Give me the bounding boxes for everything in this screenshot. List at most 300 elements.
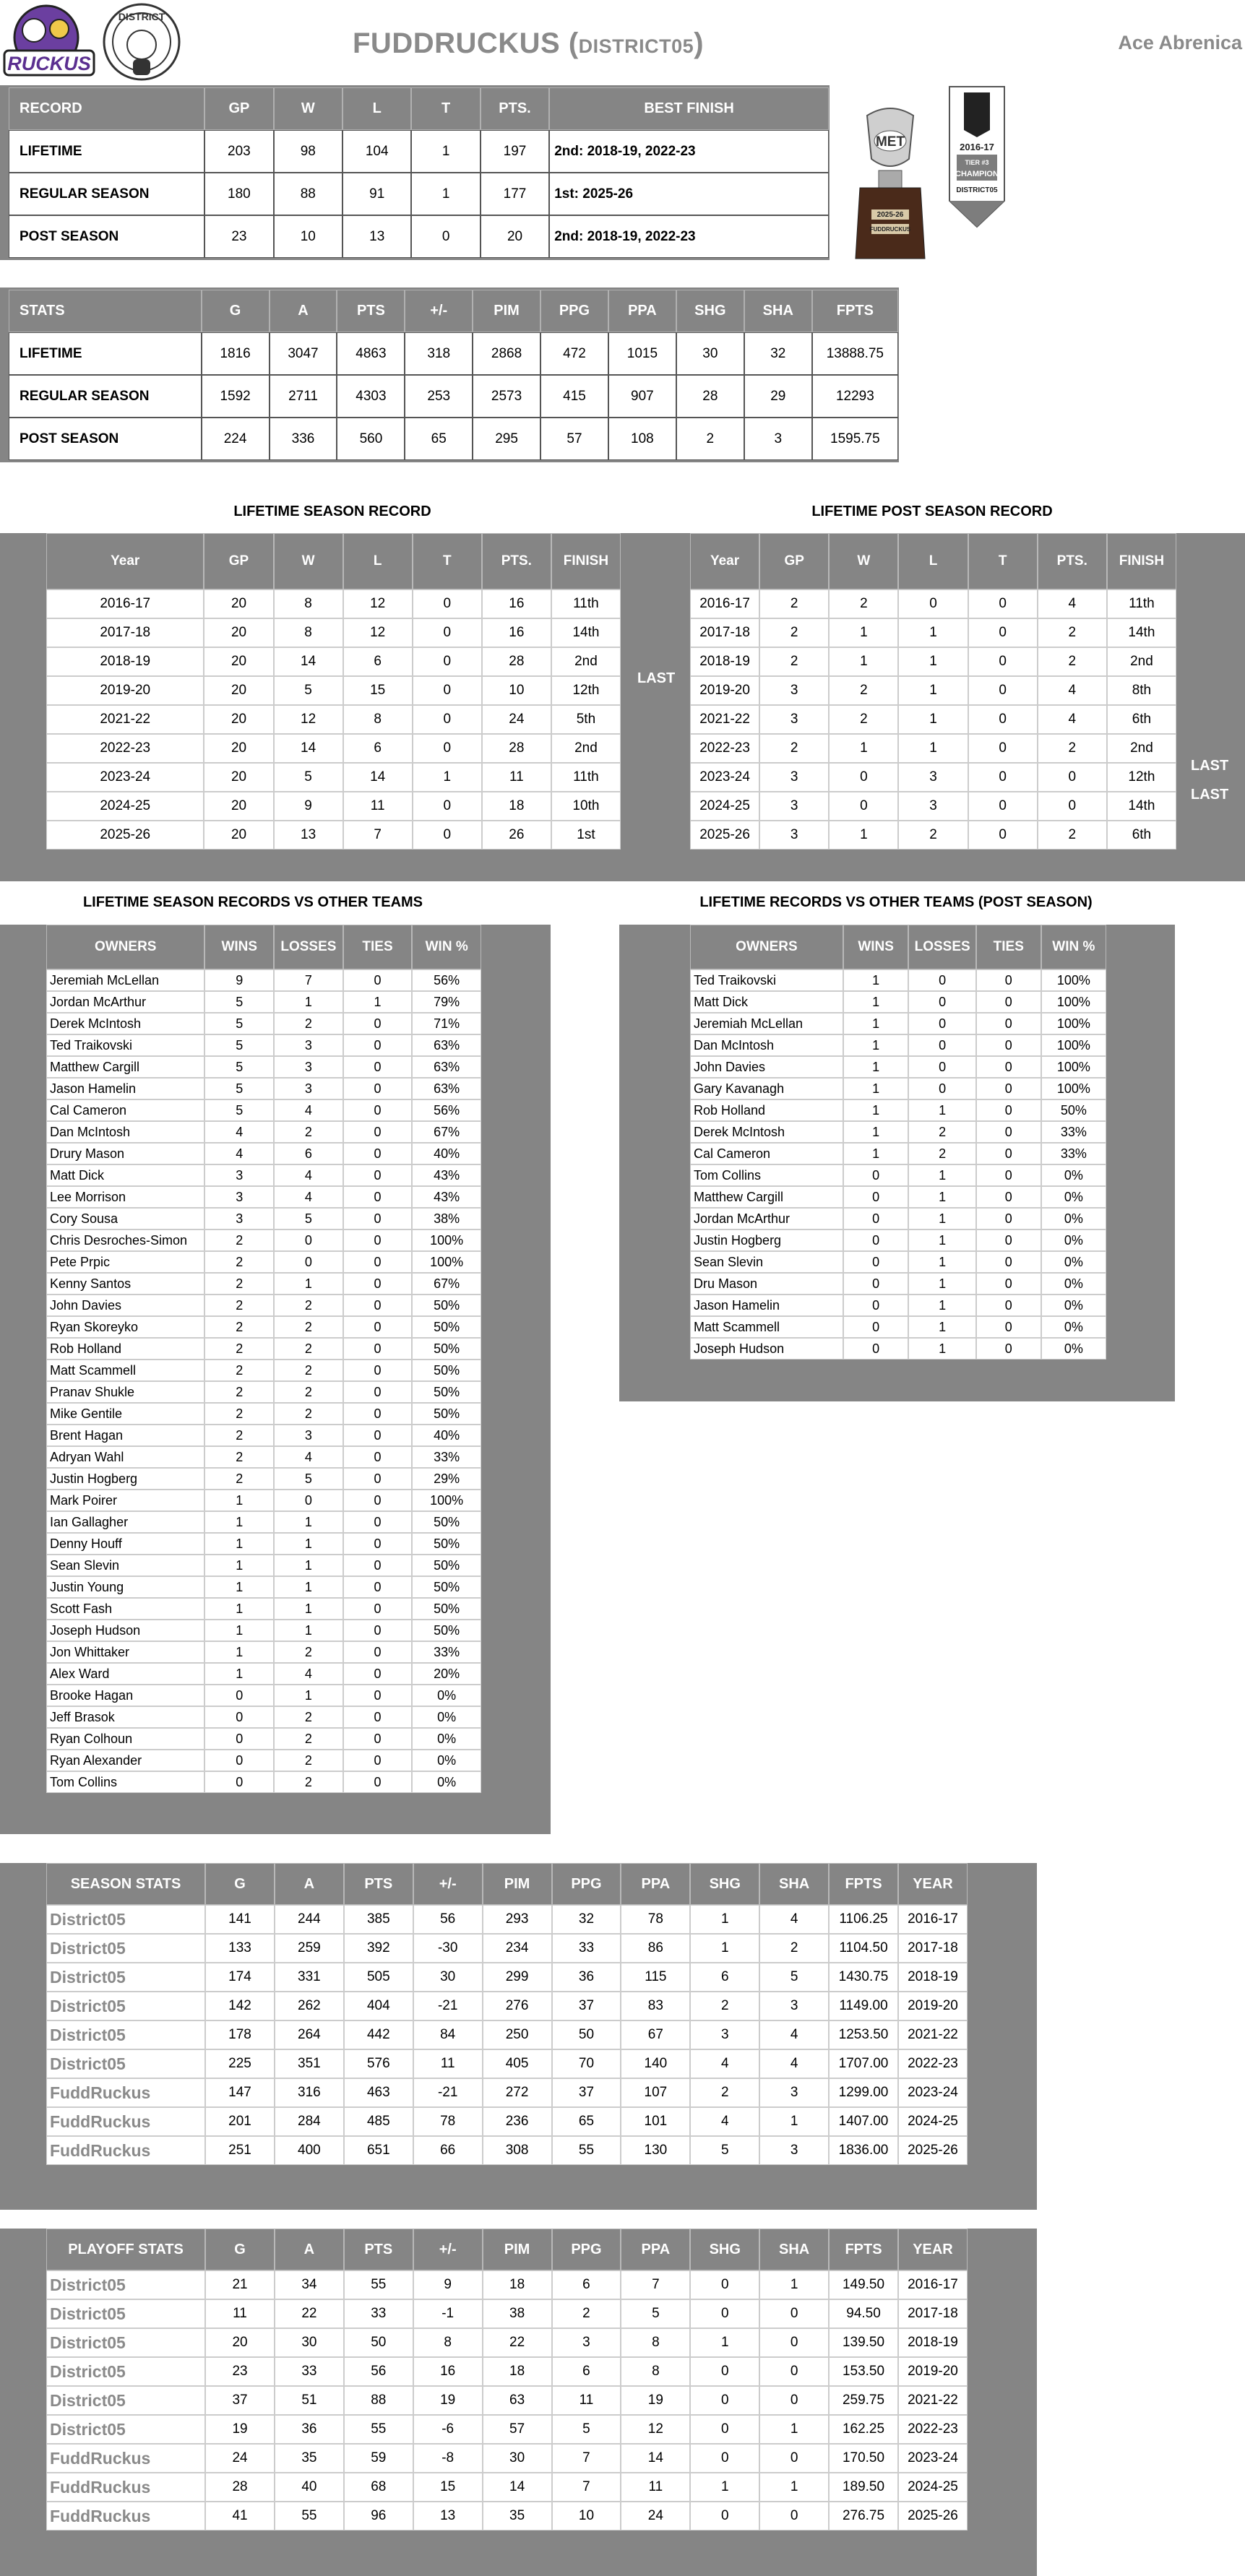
table-cell: 405 [483, 2049, 552, 2078]
table-row [46, 1164, 481, 1186]
table-cell: 3 [204, 1164, 274, 1186]
column-header: BEST FINISH [549, 87, 829, 130]
table-cell: 0 [843, 1229, 909, 1251]
table-cell: 0% [1041, 1164, 1106, 1186]
table-row [46, 1641, 481, 1663]
table-cell: 1 [908, 1208, 975, 1229]
table-cell: 1 [759, 2107, 829, 2136]
table-cell: Joseph Hudson [690, 1338, 843, 1360]
table-cell: 50% [412, 1533, 481, 1555]
table-cell: 485 [344, 2107, 413, 2136]
table-cell: Brooke Hagan [46, 1685, 204, 1706]
table-cell: 1 [411, 173, 480, 215]
table-cell: District05 [46, 2299, 205, 2328]
table-cell: 560 [337, 418, 405, 460]
header-row [9, 87, 829, 130]
table-cell: 1 [690, 2328, 759, 2357]
table-cell: 2 [690, 1992, 759, 2020]
table-row [46, 2357, 968, 2386]
column-header: G [202, 290, 270, 332]
table-cell: 78 [621, 1905, 690, 1934]
table-cell: 400 [275, 2136, 344, 2165]
table-cell: REGULAR SEASON [9, 173, 204, 215]
table-cell: 35 [483, 2502, 552, 2530]
table-cell: 9 [274, 792, 343, 821]
table-cell: 0 [976, 1295, 1041, 1316]
column-header: T [411, 87, 480, 130]
table-cell: 33 [275, 2357, 344, 2386]
table-row [690, 821, 1176, 850]
column-header: PPG [552, 1863, 621, 1905]
table-cell: 2018-19 [46, 647, 204, 676]
table-cell: 20 [204, 589, 273, 618]
table-cell: 50% [412, 1360, 481, 1381]
table-row [690, 618, 1176, 647]
table-cell: 7 [343, 821, 413, 850]
table-row [46, 676, 621, 705]
table-cell: 1 [843, 969, 909, 991]
table-cell: 20 [204, 821, 273, 850]
table-cell: 55 [275, 2502, 344, 2530]
table-cell: 2nd [551, 734, 621, 763]
table-row [46, 1229, 481, 1251]
table-row [46, 2020, 968, 2049]
column-header: PPG [552, 2229, 621, 2270]
table-cell: 9 [204, 969, 274, 991]
table-row [46, 2444, 968, 2473]
table-cell: 0 [343, 1446, 413, 1468]
table-row [46, 792, 621, 821]
table-cell: Tom Collins [690, 1164, 843, 1186]
table-cell: Cal Cameron [690, 1143, 843, 1164]
table-cell: Matthew Cargill [690, 1186, 843, 1208]
table-cell: 2 [829, 589, 898, 618]
table-cell: Jason Hamelin [690, 1295, 843, 1316]
table-cell: 1 [204, 1533, 274, 1555]
table-cell: 1 [908, 1186, 975, 1208]
column-header: GP [204, 87, 273, 130]
table-cell: 50% [412, 1598, 481, 1620]
table-cell: 1 [829, 821, 898, 850]
column-header: L [898, 533, 968, 589]
table-cell: 2 [204, 1425, 274, 1446]
table-cell: 284 [275, 2107, 344, 2136]
table-cell: 10 [274, 215, 343, 258]
table-cell: 11th [551, 589, 621, 618]
table-cell: 4 [274, 1186, 343, 1208]
table-cell: 244 [275, 1905, 344, 1934]
table-cell: 4 [1038, 589, 1107, 618]
column-header: PPA [608, 290, 676, 332]
table-cell: 1015 [608, 332, 676, 375]
table-cell: 0 [343, 1121, 413, 1143]
table-cell: 57 [540, 418, 608, 460]
table-cell: 6 [274, 1143, 343, 1164]
table-cell: 1 [843, 1143, 909, 1164]
table-cell: 0 [343, 1273, 413, 1295]
table-cell: 5 [690, 2136, 759, 2165]
table-row [46, 1143, 481, 1164]
table-cell: 197 [481, 130, 549, 173]
table-cell: 1 [843, 991, 909, 1013]
table-cell: 0 [204, 1706, 274, 1728]
table-cell: 0 [343, 1078, 413, 1099]
table-row [46, 705, 621, 734]
table-row [46, 2473, 968, 2502]
table-row [9, 418, 898, 460]
table-cell: 98 [274, 130, 343, 173]
table-cell: 2 [898, 821, 968, 850]
table-cell: 11th [1107, 589, 1176, 618]
table-cell: -6 [413, 2415, 483, 2444]
table-cell: 0 [413, 676, 482, 705]
column-header: Year [46, 533, 204, 589]
table-cell: 0 [843, 1338, 909, 1360]
column-header: FPTS [829, 1863, 898, 1905]
table-cell: 3 [759, 2136, 829, 2165]
table-cell: 4 [759, 2049, 829, 2078]
table-cell: 0 [413, 647, 482, 676]
table-cell: 2 [690, 2078, 759, 2107]
table-cell: 5th [551, 705, 621, 734]
table-row [46, 618, 621, 647]
table-cell: 130 [621, 2136, 690, 2165]
table-cell: 37 [205, 2386, 275, 2415]
table-cell: 50% [412, 1295, 481, 1316]
table-cell: 0 [968, 589, 1038, 618]
table-cell: 36 [552, 1963, 621, 1992]
table-cell: 162.25 [829, 2415, 898, 2444]
table-cell: 16 [482, 618, 551, 647]
table-cell: 2 [1038, 647, 1107, 676]
table-cell: 5 [204, 1034, 274, 1056]
table-cell: 16 [413, 2357, 483, 2386]
table-cell: 19 [413, 2386, 483, 2415]
table-cell: 8 [621, 2357, 690, 2386]
table-cell: 0 [343, 1013, 413, 1034]
table-cell: 2 [759, 618, 829, 647]
table-cell: 2017-18 [690, 618, 759, 647]
table-cell: 14 [274, 647, 343, 676]
table-cell: 4303 [337, 375, 405, 418]
table-cell: 0% [412, 1771, 481, 1793]
table-cell: 63% [412, 1056, 481, 1078]
table-cell: 100% [412, 1251, 481, 1273]
table-cell: 0 [908, 1013, 975, 1034]
table-cell: 6 [343, 647, 413, 676]
table-row [46, 734, 621, 763]
table-cell: 0 [204, 1750, 274, 1771]
table-cell: LIFETIME [9, 130, 204, 173]
table-cell: 177 [481, 173, 549, 215]
table-cell: 0 [843, 1251, 909, 1273]
table-row [46, 1905, 968, 1934]
table-cell: 2nd [1107, 734, 1176, 763]
table-row [46, 969, 481, 991]
table-cell: 2024-25 [898, 2473, 968, 2502]
table-cell: Kenny Santos [46, 1273, 204, 1295]
table-cell: 10th [551, 792, 621, 821]
table-cell: 442 [344, 2020, 413, 2049]
table-cell: 2 [204, 1338, 274, 1360]
season-last-label: LAST [637, 670, 676, 686]
table-cell: 33% [1041, 1121, 1106, 1143]
table-cell: 0% [1041, 1273, 1106, 1295]
table-cell: 1 [411, 130, 480, 173]
table-cell: 142 [205, 1992, 275, 2020]
table-row [46, 1728, 481, 1750]
column-header: TIES [343, 925, 413, 969]
table-cell: 2019-20 [898, 1992, 968, 2020]
table-cell: 2 [274, 1771, 343, 1793]
table-cell: 1 [204, 1620, 274, 1641]
table-cell: 63 [483, 2386, 552, 2415]
table-cell: 2 [274, 1706, 343, 1728]
column-header: YEAR [898, 1863, 968, 1905]
table-row [690, 1013, 1106, 1034]
table-cell: 3 [204, 1186, 274, 1208]
table-cell: 0 [968, 705, 1038, 734]
table-cell: 5 [204, 1013, 274, 1034]
column-header: +/- [413, 2229, 483, 2270]
table-cell: 2024-25 [898, 2107, 968, 2136]
table-cell: 1 [759, 2473, 829, 2502]
column-header: PIM [483, 2229, 552, 2270]
table-cell: 1 [908, 1295, 975, 1316]
table-cell: 251 [205, 2136, 275, 2165]
column-header: OWNERS [46, 925, 204, 969]
table-cell: 0 [968, 763, 1038, 792]
table-cell: 101 [621, 2107, 690, 2136]
table-cell: 3 [204, 1208, 274, 1229]
table-cell: LIFETIME [9, 332, 202, 375]
season-record-title: LIFETIME SEASON RECORD [233, 503, 431, 519]
table-cell: 36 [275, 2415, 344, 2444]
table-cell: 0 [343, 1403, 413, 1425]
table-row [690, 1273, 1106, 1295]
table-cell: District05 [46, 1905, 205, 1934]
table-cell: 14th [551, 618, 621, 647]
table-cell: Tom Collins [46, 1771, 204, 1793]
table-cell: 1592 [202, 375, 270, 418]
table-cell: Cory Sousa [46, 1208, 204, 1229]
table-cell: 14 [343, 763, 413, 792]
table-cell: 2024-25 [46, 792, 204, 821]
table-cell: 108 [608, 418, 676, 460]
table-cell: 8 [274, 618, 343, 647]
table-cell: District05 [46, 2357, 205, 2386]
table-cell: 4 [690, 2049, 759, 2078]
table-cell: 2 [274, 1316, 343, 1338]
table-cell: 0 [343, 1186, 413, 1208]
table-row [690, 763, 1176, 792]
table-row [690, 1208, 1106, 1229]
table-cell: 0 [343, 1164, 413, 1186]
table-cell: 0% [1041, 1208, 1106, 1229]
table-cell: 28 [676, 375, 744, 418]
table-cell: 0% [1041, 1186, 1106, 1208]
table-row [690, 1186, 1106, 1208]
table-cell: 1 [843, 1013, 909, 1034]
table-cell: 264 [275, 2020, 344, 2049]
table-cell: POST SEASON [9, 418, 202, 460]
table-cell: 37 [552, 1992, 621, 2020]
table-cell: 40% [412, 1425, 481, 1446]
table-row [9, 375, 898, 418]
table-cell: 0 [976, 1273, 1041, 1295]
table-row [46, 1468, 481, 1490]
table-cell: 236 [483, 2107, 552, 2136]
column-header: GP [759, 533, 829, 589]
table-cell: Jordan McArthur [690, 1208, 843, 1229]
table-cell: 12 [274, 705, 343, 734]
table-row [690, 792, 1176, 821]
table-cell: Jeremiah McLellan [690, 1013, 843, 1034]
table-cell: 2 [204, 1316, 274, 1338]
table-cell: 13 [413, 2502, 483, 2530]
post-record-title: LIFETIME POST SEASON RECORD [811, 503, 1053, 519]
table-row [46, 1403, 481, 1425]
table-cell: 1 [908, 1229, 975, 1251]
table-row [46, 1316, 481, 1338]
column-header: SHA [759, 1863, 829, 1905]
table-row [46, 1992, 968, 2020]
table-cell: 2 [759, 647, 829, 676]
table-cell: 0 [976, 1338, 1041, 1360]
table-cell: 4 [759, 1905, 829, 1934]
table-cell: 1 [274, 1273, 343, 1295]
table-row [46, 1360, 481, 1381]
table-cell: 0 [976, 1143, 1041, 1164]
table-cell: 12th [551, 676, 621, 705]
table-cell: 83 [621, 1992, 690, 2020]
table-cell: 336 [270, 418, 337, 460]
table-cell: 24 [482, 705, 551, 734]
table-row [46, 1381, 481, 1403]
table-cell: 149.50 [829, 2270, 898, 2299]
table-cell: Matthew Cargill [46, 1056, 204, 1078]
table-cell: 0 [759, 2386, 829, 2415]
table-cell: 0 [976, 1186, 1041, 1208]
column-header: SHA [759, 2229, 829, 2270]
table-cell: 7 [552, 2444, 621, 2473]
table-cell: District05 [46, 2328, 205, 2357]
table-cell: 234 [483, 1934, 552, 1963]
table-cell: 33% [412, 1641, 481, 1663]
column-header: PPA [621, 1863, 690, 1905]
table-cell: 0 [413, 734, 482, 763]
table-row [46, 1078, 481, 1099]
table-cell: 11 [343, 792, 413, 821]
table-cell: 30 [483, 2444, 552, 2473]
table-cell: 100% [1041, 1056, 1106, 1078]
table-cell: 56% [412, 1099, 481, 1121]
table-cell: 0 [1038, 763, 1107, 792]
post-last-label-2: LAST [1191, 787, 1229, 803]
table-cell: 2 [274, 1728, 343, 1750]
table-cell: 3 [759, 2078, 829, 2107]
table-cell: 0 [411, 215, 480, 258]
table-cell: Rob Holland [690, 1099, 843, 1121]
table-cell: 2nd [551, 647, 621, 676]
table-cell: 50% [412, 1338, 481, 1360]
table-cell: 96 [344, 2502, 413, 2530]
table-cell: 2711 [270, 375, 337, 418]
table-cell: 1 [690, 1934, 759, 1963]
table-cell: 0 [976, 1078, 1041, 1099]
table-cell: Dan McIntosh [690, 1034, 843, 1056]
table-cell: 0 [343, 1425, 413, 1446]
table-cell: 259.75 [829, 2386, 898, 2415]
table-cell: 5 [621, 2299, 690, 2328]
table-cell: 0 [343, 1338, 413, 1360]
table-row [46, 647, 621, 676]
table-cell: 1 [843, 1121, 909, 1143]
table-cell: 351 [275, 2049, 344, 2078]
table-cell: 7 [621, 2270, 690, 2299]
table-row [46, 2328, 968, 2357]
table-cell: 0 [759, 2328, 829, 2357]
table-cell: 0 [343, 1056, 413, 1078]
table-cell: 0 [908, 1056, 975, 1078]
table-cell: 35 [275, 2444, 344, 2473]
table-cell: 11 [552, 2386, 621, 2415]
column-header: WINS [204, 925, 274, 969]
table-cell: 50 [552, 2020, 621, 2049]
table-cell: 1 [759, 2415, 829, 2444]
table-cell: 4 [274, 1663, 343, 1685]
table-cell: 79% [412, 991, 481, 1013]
table-cell: 2017-18 [898, 1934, 968, 1963]
table-cell: 392 [344, 1934, 413, 1963]
table-cell: 0 [413, 589, 482, 618]
table-cell: 56 [413, 1905, 483, 1934]
table-cell: 5 [204, 1056, 274, 1078]
table-cell: Jason Hamelin [46, 1078, 204, 1099]
table-cell: 13 [274, 821, 343, 850]
table-row [690, 1143, 1106, 1164]
table-row [46, 1771, 481, 1793]
table-cell: 2018-19 [898, 1963, 968, 1992]
table-row [46, 2270, 968, 2299]
table-cell: 20 [204, 792, 273, 821]
table-cell: 415 [540, 375, 608, 418]
table-cell: 2 [759, 1934, 829, 1963]
table-cell: 2023-24 [898, 2444, 968, 2473]
table-cell: Sean Slevin [46, 1555, 204, 1576]
table-cell: 2018-19 [690, 647, 759, 676]
column-header: A [275, 2229, 344, 2270]
banner-year: 2016-17 [960, 142, 994, 152]
table-cell: 2 [204, 1403, 274, 1425]
table-row [46, 821, 621, 850]
table-cell: 2 [274, 1338, 343, 1360]
table-cell: 4 [204, 1121, 274, 1143]
column-header: G [205, 1863, 275, 1905]
table-cell: 0 [976, 1099, 1041, 1121]
table-cell: Matt Dick [690, 991, 843, 1013]
table-cell: 2 [829, 676, 898, 705]
table-cell: 141 [205, 1905, 275, 1934]
table-cell: 472 [540, 332, 608, 375]
table-cell: Rob Holland [46, 1338, 204, 1360]
table-row [46, 1338, 481, 1360]
table-cell: 0 [343, 1555, 413, 1576]
column-header: T [413, 533, 482, 589]
table-row [46, 1963, 968, 1992]
table-cell: 1 [759, 2270, 829, 2299]
table-cell: 0 [204, 1728, 274, 1750]
